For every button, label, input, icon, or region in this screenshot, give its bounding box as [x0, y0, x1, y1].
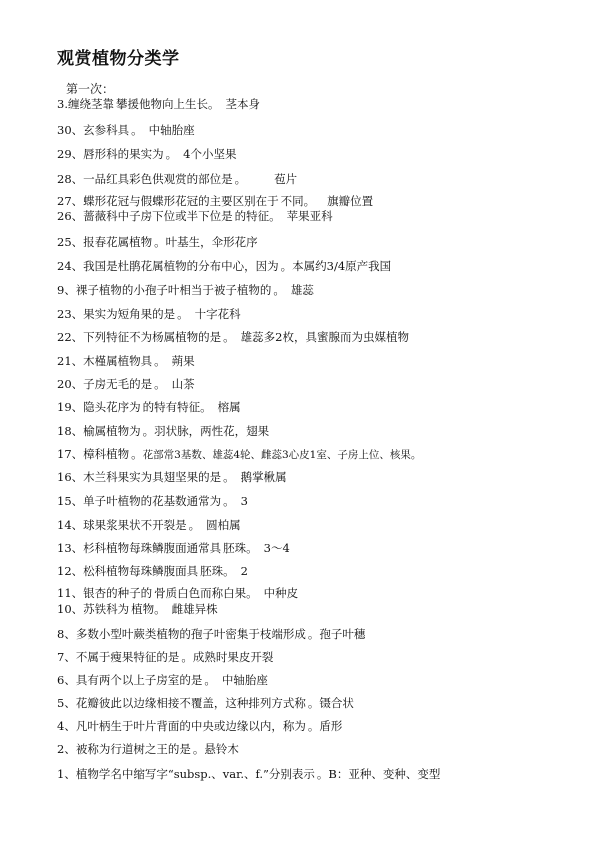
question-line	[57, 564, 248, 579]
answer-text: 雄蕊多2枚，具蜜腺而为虫媒植物	[240, 330, 409, 344]
question-text: 3.缠绕茎靠	[57, 97, 114, 111]
question-text-end: 。	[204, 673, 216, 687]
answer-text: 茎本身	[225, 97, 260, 111]
answer-text: 十字花科	[194, 307, 241, 321]
question-text-end: 不同。	[280, 194, 316, 208]
question-line	[57, 209, 333, 224]
answer-text: 中轴胎座	[148, 123, 195, 137]
question-text: 4、凡叶柄生于叶片背面的中央或边缘以内，称为	[57, 719, 306, 733]
question-text: 27、蝶形花冠与假蝶形花冠的主要区别在于	[57, 194, 279, 208]
question-text: 10、苏铁科为	[57, 602, 130, 616]
question-text-end: 。	[154, 235, 166, 249]
question-text-end: 胚珠。	[223, 541, 258, 555]
question-text: 1、植物学名中缩写字“subsp.、var.、f.”分别表示	[57, 767, 315, 781]
question-text-end: 攀援他物向上生长。	[115, 97, 220, 111]
answer-text: 2	[240, 564, 248, 578]
answer-text: 叶基生，伞形花序	[165, 235, 258, 249]
answer-text: 悬铃木	[204, 742, 239, 756]
answer-text: 孢子叶穗	[319, 627, 366, 641]
question-line	[57, 673, 268, 688]
question-line	[57, 354, 195, 369]
question-line	[57, 172, 297, 187]
question-line	[57, 283, 314, 298]
question-text-end: 。	[223, 470, 235, 484]
question-text-end: 。	[131, 123, 143, 137]
question-text-end: 。	[307, 627, 320, 641]
question-line	[57, 470, 287, 485]
question-text: 20、子房无毛的是	[57, 377, 153, 391]
answer-text: 3	[240, 494, 248, 508]
question-text: 9、裸子植物的小孢子叶相当于被子植物的	[57, 283, 272, 297]
answer-text: 鹅掌楸属	[240, 470, 287, 484]
question-line	[57, 742, 239, 757]
question-text: 18、榆属植物为	[57, 424, 141, 438]
question-line	[57, 147, 236, 162]
answer-text: 镊合状	[319, 696, 354, 710]
answer-text: 中种皮	[263, 586, 299, 600]
question-text-end: 。	[223, 330, 235, 344]
answer-text: 盾形	[319, 719, 343, 733]
question-text: 7、不属于瘦果特征的是	[57, 650, 180, 664]
answer-text: 苞片	[274, 172, 298, 186]
question-text-end: 的特征。	[234, 209, 281, 223]
question-text-end: 。	[165, 147, 178, 161]
question-text: 22、下列特征不为杨属植物的是	[57, 330, 222, 344]
answer-text: 圆柏属	[206, 518, 241, 532]
question-text-end: 。	[316, 767, 329, 781]
question-line	[57, 123, 195, 138]
question-line	[57, 235, 258, 250]
question-line	[57, 494, 248, 509]
answer-text: 成熟时果皮开裂	[192, 650, 274, 664]
question-text-end: 。	[177, 307, 189, 321]
answer-text: 花部常3基数、雄蕊4轮、雌蕊3心皮1室、子房上位、核果。	[142, 449, 422, 461]
answer-text: 雌雄异株	[171, 602, 218, 616]
question-text: 21、木槿属植物具	[57, 354, 153, 368]
question-text: 5、花瓣彼此以边缘相接不覆盖，这种排列方式称	[57, 696, 306, 710]
question-line	[57, 447, 421, 463]
question-line	[57, 767, 440, 782]
answer-text: 蒴果	[171, 354, 195, 368]
question-text: 11、银杏的种子的	[57, 586, 153, 600]
question-text-end: 。	[280, 259, 293, 273]
question-line	[57, 602, 218, 617]
question-line	[57, 424, 269, 439]
question-text: 26、蔷薇科中子房下位或半下位是	[57, 209, 233, 223]
answer-text: 中轴胎座	[221, 673, 268, 687]
question-line	[57, 719, 342, 734]
question-text: 29、唇形科的果实为	[57, 147, 164, 161]
question-line	[57, 627, 365, 642]
answer-text: 4个小坚果	[183, 147, 237, 161]
question-line	[57, 307, 241, 322]
question-text: 30、玄参科具	[57, 123, 130, 137]
question-line	[57, 400, 241, 415]
question-line	[57, 696, 354, 711]
question-line	[57, 650, 273, 665]
question-line	[57, 541, 290, 556]
question-text-end: 。	[307, 719, 320, 733]
question-text-end: 。	[181, 650, 193, 664]
question-line	[57, 97, 260, 112]
question-text-end: 。	[307, 696, 320, 710]
question-text: 6、具有两个以上子房室的是	[57, 673, 203, 687]
answer-text: 山茶	[171, 377, 195, 391]
question-text-end: 。	[131, 447, 143, 461]
question-text: 15、单子叶植物的花基数通常为	[57, 494, 222, 508]
question-text-end: 。	[154, 377, 166, 391]
answer-text: 本属约3/4原产我国	[292, 259, 392, 273]
question-text-end: 。	[223, 494, 235, 508]
question-text-end: 植物。	[131, 602, 166, 616]
page-title: 观赏植物分类学	[57, 49, 180, 69]
question-text: 16、木兰科果实为具翅坚果的是	[57, 470, 222, 484]
answer-text: 苹果亚科	[286, 209, 333, 223]
answer-text: 3～4	[263, 541, 290, 555]
question-text-end: 。	[154, 354, 166, 368]
question-text: 13、杉科植物每珠鳞腹面通常具	[57, 541, 222, 555]
question-text-end: 。	[192, 742, 205, 756]
question-text: 8、多数小型叶蕨类植物的孢子叶密集于枝端形成	[57, 627, 306, 641]
question-text-end: 的特有特征。	[142, 400, 212, 414]
answer-text: 旗瓣位置	[327, 194, 374, 208]
question-text: 23、果实为短角果的是	[57, 307, 176, 321]
question-text-end: 。	[188, 518, 201, 532]
question-text-end: 。	[234, 172, 247, 186]
answer-text: 雄蕊	[290, 283, 314, 297]
question-text: 2、被称为行道树之王的是	[57, 742, 191, 756]
question-text-end: 。	[142, 424, 155, 438]
question-text-end: 。	[273, 283, 285, 297]
section-subtitle: 第一次：	[66, 82, 115, 96]
question-text: 12、松科植物每珠鳞腹面具	[57, 564, 199, 578]
question-text: 19、隐头花序为	[57, 400, 141, 414]
question-text: 28、一品红具彩色供观赏的部位是	[57, 172, 233, 186]
question-line	[57, 586, 298, 601]
question-text-end: 骨质白色而称白果。	[154, 586, 258, 600]
question-line	[57, 518, 241, 533]
question-line	[57, 194, 373, 209]
answer-text: 榕属	[217, 400, 241, 414]
question-line	[57, 259, 391, 274]
answer-text: 羽状脉，两性花，翅果	[154, 424, 270, 438]
question-line	[57, 330, 409, 345]
question-line	[57, 377, 195, 392]
question-text: 17、樟科植物	[57, 447, 130, 461]
question-text: 25、报春花属植物	[57, 235, 153, 249]
question-text: 24、我国是杜鹃花属植物的分布中心，因为	[57, 259, 279, 273]
question-text-end: 胚珠。	[200, 564, 235, 578]
answer-text: B：亚种、变种、变型	[328, 767, 441, 781]
question-text: 14、球果浆果状不开裂是	[57, 518, 187, 532]
